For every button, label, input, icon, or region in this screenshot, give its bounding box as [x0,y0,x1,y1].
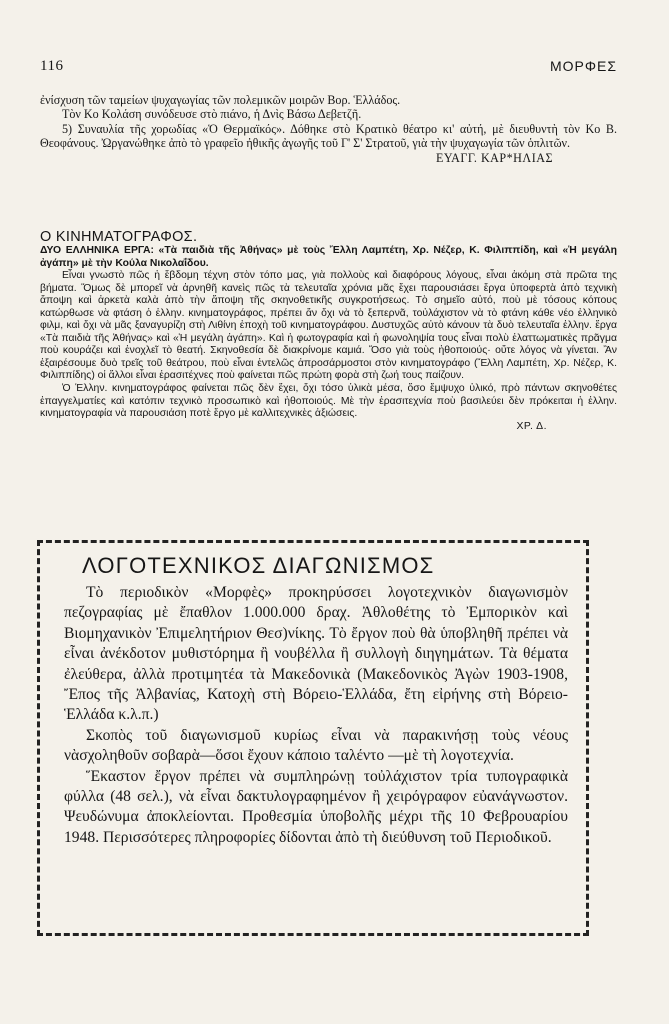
cinema-lead: ΔΥΟ ΕΛΛΗΝΙΚΑ ΕΡΓΑ: «Τὰ παιδιὰ τῆς Ἀθήνας» μὲ τοὺς Ἔλλη Λαμπέτη, Χρ. Νέζερ, Κ. Φιλιππίδη, καὶ «Ἡ μεγάλη ἀγάπη» μὲ τὴν Κούλα Νικολαΐδου. [40,245,617,269]
cinema-section [40,229,617,433]
running-title: ΜΟΡΦΕΣ [549,58,617,74]
cinema-paragraph: Εἶναι γνωστὸ πῶς ἡ ἕβδομη τέχνη στὸν τόπο μας, γιὰ πολλοὺς καὶ διαφόρους λόγους, εἶναι ἀκόμη στὰ πρῶτα της βήματα. Ὅμως δὲ μπορεῖ νὰ ἀρνηθῆ κανεὶς πῶς τὰ τελευταῖα χρόνια μᾶς ἔχει παρουσιάσει ἔργα ὑποφερτὰ ἀπὸ τεχνικὴ ἄποψη καὶ ἀρκετὰ καλὰ ἀπὸ τὴν ἄποψη τῆς σκηνοθετικῆς συγκροτήσεως. Τὸ σημεῖο αὐτό, ποὺ μὲ τόσους κόπους κατώρθωσε νὰ φτάση ὁ ἑλλην. κινηματογράφος, πρέπει ἄν ὄχι νὰ τὸ ξεπερνᾶ, τοὐλάχιστον νὰ τὸ φτάνη κάθε νέο ἑλληνικὸ φιλμ, καὶ ὄχι νὰ μᾶς ξαναγυρίζη στὴ Λιθίνη ἐποχὴ τοῦ κινηματογράφου. Δυστυχῶς αὐτὸ κάνουν τὰ δυὸ τελευταῖα ἑλλην. ἔργα «Τὰ παιδιὰ τῆς Ἀθήνας» καὶ «Ἡ μεγάλη ἀγάπη». Καὶ ἡ φωτογραφία καὶ ἡ φωνοληψία τους εἶναι πολὺ ἐλαττωματικὲς πρᾶγμα ποὺ κουράζει καὶ ἐνοχλεῖ τὸ θεατή. Σκηνοθεσία δὲ διακρίνομε καμιά. Ὅσο γιὰ τοὺς ἠθοποιούς· οὔτε λόγος νὰ γίνεται. Ἂν ἐξαιρέσουμε δυὸ τρεῖς τοῦ θεάτρου, ποὺ εἶναι ἐντελῶς ἀπροσάρμοστοι στὸν κινηματογράφο (Ἔλλη Λαμπέτη, Χρ. Νέζερ, Κ. Φιλιππίδης) οἱ ἄλλοι εἶναι ἐρασιτέχνες ποὺ φαίνεται πῶς πρώτη φορὰ στὴ ζωή τους παίζουν. [40,270,617,382]
cinema-signature-line [40,421,617,434]
concert-report-continuation [40,93,617,165]
contest-paragraph: Ἕκαστον ἔργον πρέπει νὰ συμπληρώνῃ τοὐλάχιστον τρία τυπογραφικὰ φύλλα (48 σελ.), νὰ εἶναι δακτυλογραφημένον ἢ χειρόγραφον εὐανάγνωστον. Ψευδώνυμα ἀποκλείονται. Προθεσμία ὑποβολῆς μέχρι τῆς 10 Φεβρουαρίου 1948. Περισσότερες πληροφορίες δίδονται ἀπὸ τὴ διεύθυνση τοῦ Περιοδικοῦ. [64,767,568,846]
page-number: 116 [40,58,64,74]
cinema-signature: ΧΡ. Δ. [516,420,547,432]
contest-title: ΛΟΓΟΤΕΧΝΙΚΟΣ ΔΙΑΓΩΝΙΣΜΟΣ [82,553,435,578]
contest-paragraph: Τὸ περιοδικὸν «Μορφὲς» προκηρύσσει λογοτεχνικὸν διαγωνισμὸν πεζογραφίας μὲ ἔπαθλον 1.000.000 δραχ. Ἀθλοθέτης τὸ Ἐμπορικὸν καὶ Βιομηχανικὸν Ἐπιμελητήριον Θεσ)νίκης. Τὸ ἔργον ποὺ θὰ ὑποβληθῆ πρέπει νὰ εἶναι ἀνέκδοτον μυθιστόρημα ἢ νουβέλλα ἢ συλλογὴ διηγημάτων. Τὰ θέματα ἐλεύθερα, ἀλλὰ προτιμητέα τὰ Μακεδονικὰ (Μακεδονικὸς Ἀγὼν 1903-1908, Ἔπος τῆς Ἀλβανίας, Κατοχὴ στὴ Βόρειο-Ἑλλάδα, ἔτη εἰρήνης στὴ Βόρειο-Ἑλλάδα κ.λ.π.) [64,584,568,724]
contest-announcement-box [37,540,589,936]
section-title: Ο ΚΙΝΗΜΑΤΟΓΡΑΦΟΣ. [40,229,198,245]
concert-item-5: 5) Συναυλία τῆς χορωδίας «Ὁ Θερμαϊκός». Δόθηκε στὸ Κρατικὸ θέατρο κι' αὐτή, μὲ διευθυντὴ τὸν Κο Β. Θεοφάνους. Ὠργανώθηκε ἀπὸ τὸ γραφεῖο ἠθικῆς ἀγωγῆς τοῦ Γ' Σ' Στρατοῦ, γιὰ τὴν ψυχαγωγία τῶν ὁπλιτῶν. [40,121,617,151]
contest-body [64,583,568,848]
contest-paragraph: Σκοπὸς τοῦ διαγωνισμοῦ κυρίως εἶναι νὰ παρακινήσῃ τοὺς νέους νὰσχοληθοῦν σοβαρὰ—ὅσοι ἔχουν κάποιο ταλέντο —μὲ τὴ λογοτεχνία. [64,726,568,765]
accompaniment-line: Τὸν Κο Κολάση συνόδευσε στὸ πιάνο, ἡ Δνὶς Βάσω Δεβετζῆ. [62,107,362,122]
cinema-paragraph: Ὁ Ἑλλην. κινηματογράφος φαίνεται πῶς δὲν ἔχει, ὄχι τόσο ὑλικὰ μέσα, ὅσο ἔμψυχο ὑλικό, πρὸ πάντων σκηνοθέτες ἐπαγγελματίες καὶ κατόπιν τεχνικὸ προσωπικὸ καὶ ἠθοποιούς. Μὲ τὴν ἐρασιτεχνία ποὺ βασιλεύει δὲν πρόκειται ἡ ἑλλην. κινηματογραφία νὰ παρουσιάση ποτὲ ἔργο μὲ καλλιτεχνικὲς ἀξιώσεις. [40,383,617,420]
author-signature: ΕΥΑΓΓ. ΚΑΡ*ΗΛΙΑΣ [436,150,553,165]
continued-line: ἐνίσχυση τῶν ταμείων ψυχαγωγίας τῶν πολεμικῶν μοιρῶν Βορ. Ἑλλάδος. [40,93,401,107]
page-header [40,58,617,75]
